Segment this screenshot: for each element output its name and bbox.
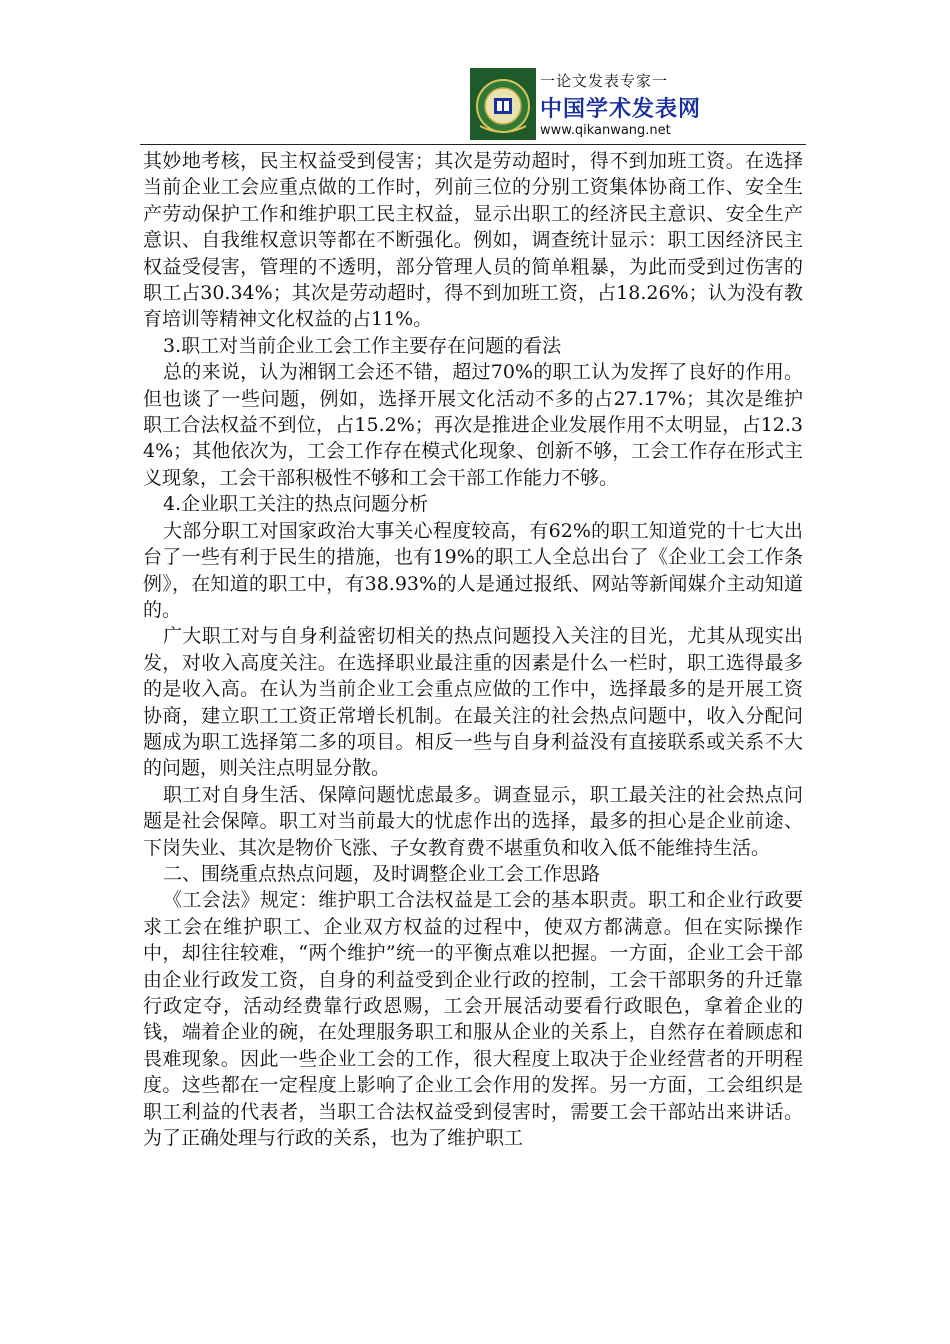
site-logo[interactable] (470, 68, 700, 140)
section-heading: 4.企业职工关注的热点问题分析 (163, 493, 429, 516)
paragraph: 广大职工对与自身利益密切相关的热点问题投入关注的目光，尤其从现实出发，对收入高度关注。在选择职业最注重的因素是什么一栏时，职工选得最多的是收入高。在认为当前企业工会重点应做的工作中，选择最多的是开展工资协商，建立职工工资正常增长机制。在最关注的社会热点问题中，收入分配问题成为职工选择第二多的项目。相反一些与自身利益没有直接联系或关系不大的问题，则关注点明显分散。 (143, 625, 803, 780)
article-body (143, 148, 803, 1151)
logo-site-name: 中国学术发表网 (540, 96, 702, 122)
paragraph: 总的来说，认为湘钢工会还不错，超过70%的职工认为发挥了良好的作用。但也谈了一些问题，例如，选择开展文化活动不多的占27.17%；其次是维护职工合法权益不到位，占15.2%；再次是推进企业发展作用不太明显，占12.34%；其他依次为，工会工作存在模式化现象、创新不够，工会工作存在形式主义现象，工会干部积极性不够和工会干部工作能力不够。 (143, 361, 803, 489)
header-divider (140, 144, 806, 145)
section-heading: 二、围绕重点热点问题，及时调整企业工会工作思路 (163, 862, 601, 885)
logo-url[interactable]: www.qikanwang.net (540, 123, 671, 138)
paragraph: 其妙地考核，民主权益受到侵害；其次是劳动超时，得不到加班工资。在选择当前企业工会应重点做的工作时，列前三位的分别工资集体协商工作、安全生产劳动保护工作和维护职工民主权益，显示出职工的经济民主意识、安全生产意识、自我维权意识等都在不断强化。例如，调查统计显示：职工因经济民主权益受侵害，管理的不透明，部分管理人员的简单粗暴，为此而受到过伤害的职工占30.34%；其次是劳动超时，得不到加班工资，占18.26%；认为没有教育培训等精神文化权益的占11%。 (143, 150, 803, 331)
section-heading: 3.职工对当前企业工会工作主要存在问题的看法 (163, 334, 562, 357)
emblem-icon (470, 68, 536, 140)
paragraph: 大部分职工对国家政治大事关心程度较高，有62%的职工知道党的十七大出台了一些有利于民生的措施，也有19%的职工人全总出台了《企业工会工作条例》，在知道的职工中，有38.93%的人是通过报纸、网站等新闻媒介主动知道的。 (143, 519, 803, 621)
paragraph: 职工对自身生活、保障问题忧虑最多。调查显示，职工最关注的社会热点问题是社会保障。职工对当前最大的忧虑作出的选择，最多的担心是企业前途、下岗失业、其次是物价飞涨、子女教育费不堪重负和收入低不能维持生活。 (143, 783, 803, 859)
paragraph: 《工会法》规定：维护职工合法权益是工会的基本职责。职工和企业行政要求工会在维护职工、企业双方权益的过程中，使双方都满意。但在实际操作中，却往往较难，“两个维护”统一的平衡点难以把握。一方面，企业工会干部由企业行政发工资，自身的利益受到企业行政的控制，工会干部职务的升迁靠行政定夺，活动经费靠行政恩赐，工会开展活动要看行政眼色，拿着企业的钱，端着企业的碗，在处理服务职工和服从企业的关系上，自然存在着顾虑和畏难现象。因此一些企业工会的工作，很大程度上取决于企业经营者的开明程度。这些都在一定程度上影响了企业工会作用的发挥。另一方面，工会组织是职工利益的代表者，当职工合法权益受到侵害时，需要工会干部站出来讲话。为了正确处理与行政的关系，也为了维护职工 (143, 889, 803, 1150)
logo-text-block (536, 68, 701, 140)
logo-slogan: 一论文发表专家一 (540, 72, 669, 90)
